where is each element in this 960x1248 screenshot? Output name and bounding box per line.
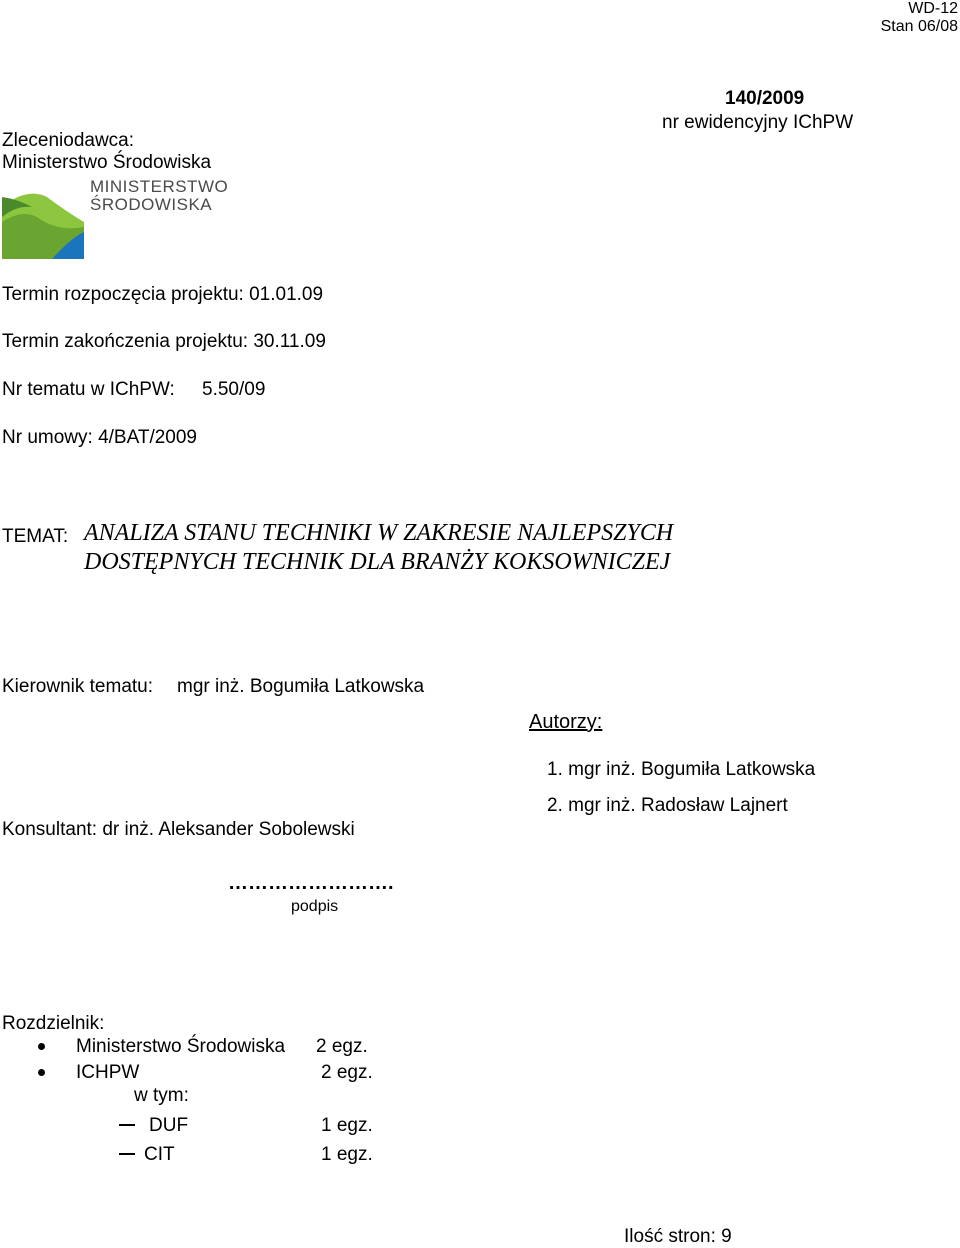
dash-icon bbox=[119, 1153, 135, 1155]
authors-title: Autorzy: bbox=[529, 711, 603, 733]
distribution-item-qty: 2 egz. bbox=[316, 1036, 368, 1057]
distribution-subitem-name: CIT bbox=[144, 1144, 175, 1165]
registry-number: 140/2009 bbox=[725, 88, 805, 109]
form-status: Stan 06/08 bbox=[880, 18, 958, 35]
signature-line: ……………………. bbox=[228, 872, 394, 894]
mountain-logo-icon bbox=[2, 177, 84, 259]
registry-label: nr ewidencyjny IChPW bbox=[662, 112, 854, 133]
signature-label: podpis bbox=[291, 898, 339, 915]
distribution-subitem-name: DUF bbox=[149, 1115, 189, 1136]
client-name: Ministerstwo Środowiska bbox=[2, 152, 212, 173]
distribution-subitem-qty: 1 egz. bbox=[321, 1115, 373, 1136]
project-end: Termin zakończenia projektu: 30.11.09 bbox=[2, 331, 326, 352]
manager-name: mgr inż. Bogumiła Latkowska bbox=[177, 676, 425, 697]
topic-label: TEMAT: bbox=[2, 526, 69, 547]
topic-number-value: 5.50/09 bbox=[202, 379, 266, 400]
form-code: WD-12 bbox=[908, 0, 958, 17]
distribution-title: Rozdzielnik: bbox=[2, 1013, 105, 1034]
manager-label: Kierownik tematu: bbox=[2, 676, 154, 697]
client-label: Zleceniodawca: bbox=[2, 130, 135, 151]
consultant: Konsultant: dr inż. Aleksander Sobolewski bbox=[2, 819, 355, 840]
distribution-item-name: ICHPW bbox=[76, 1062, 140, 1083]
dash-icon bbox=[119, 1124, 135, 1126]
distribution-item-name: Ministerstwo Środowiska bbox=[76, 1036, 286, 1057]
project-start: Termin rozpoczęcia projektu: 01.01.09 bbox=[2, 284, 324, 305]
page-count: Ilość stron: 9 bbox=[624, 1226, 732, 1247]
contract-number: Nr umowy: 4/BAT/2009 bbox=[2, 427, 198, 448]
ministry-logo bbox=[2, 177, 242, 259]
logo-line1: MINISTERSTWO bbox=[90, 177, 229, 196]
distribution-item-qty: 2 egz. bbox=[321, 1062, 373, 1083]
distribution-subtitle: w tym: bbox=[134, 1085, 189, 1106]
bullet-icon bbox=[38, 1069, 45, 1076]
author-item-1: 1. mgr inż. Bogumiła Latkowska bbox=[547, 759, 816, 780]
topic-title-line2: DOSTĘPNYCH TECHNIK DLA BRANŻY KOKSOWNICZEJ bbox=[84, 549, 671, 575]
topic-number-label: Nr tematu w IChPW: bbox=[2, 379, 175, 400]
distribution-subitem-qty: 1 egz. bbox=[321, 1144, 373, 1165]
topic-title-line1: ANALIZA STANU TECHNIKI W ZAKRESIE NAJLEPSZYCH bbox=[84, 520, 674, 546]
bullet-icon bbox=[38, 1043, 45, 1050]
logo-line2: ŚRODOWISKA bbox=[90, 195, 213, 214]
author-item-2: 2. mgr inż. Radosław Lajnert bbox=[547, 795, 788, 816]
